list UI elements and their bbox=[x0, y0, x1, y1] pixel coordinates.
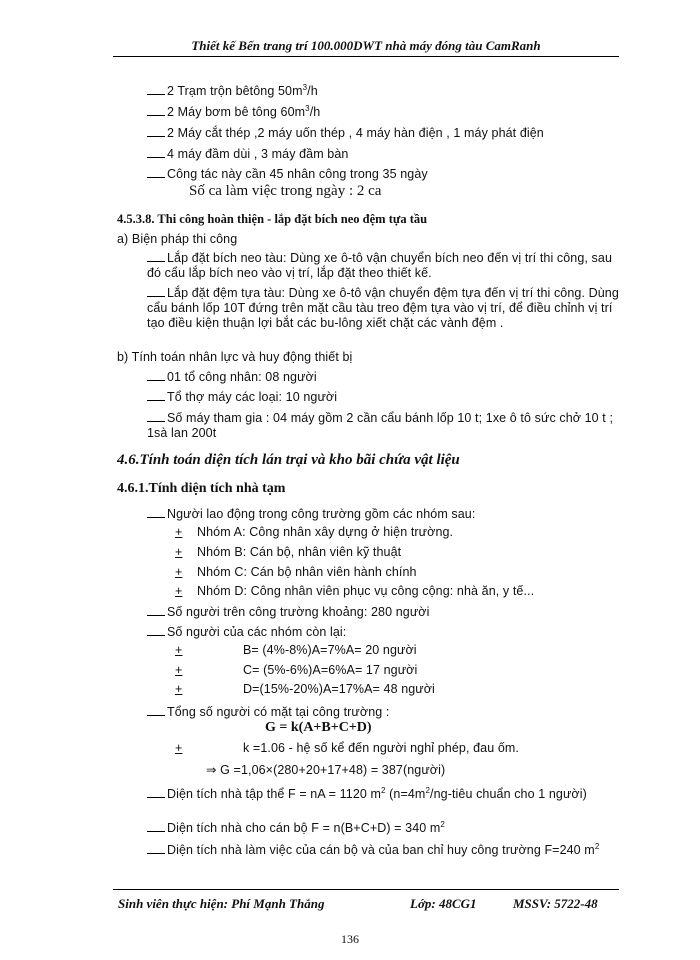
footer-class: Lớp: 48CG1 bbox=[410, 896, 477, 911]
list-item: Người lao động trong công trường gồm các nhóm sau: bbox=[147, 506, 475, 521]
section-heading: 4.6.Tính toán diện tích lán trại và kho bãi chứa vật liệu bbox=[117, 452, 460, 468]
list-item: Số người của các nhóm còn lại: bbox=[147, 624, 346, 639]
page-number: 136 bbox=[341, 932, 359, 946]
list-item: + k =1.06 - hệ số kể đến người nghỉ phép, đau ốm. bbox=[175, 741, 519, 755]
footer-mssv: MSSV: 5722-48 bbox=[513, 896, 598, 911]
header-rule bbox=[113, 56, 619, 57]
dash-bullet-icon bbox=[147, 146, 165, 158]
plus-bullet-icon: + bbox=[175, 663, 183, 677]
plus-bullet-icon: + bbox=[175, 545, 183, 559]
list-item: Số người trên công trường khoảng: 280 người bbox=[147, 604, 429, 619]
dash-bullet-icon bbox=[147, 604, 165, 616]
list-item: + B= (4%-8%)A=7%A= 20 người bbox=[175, 643, 417, 657]
page-header: Thiết kế Bến trang trí 100.000DWT nhà máy đóng tàu CamRanh bbox=[191, 38, 541, 53]
dash-bullet-icon bbox=[147, 704, 165, 716]
dash-bullet-icon bbox=[147, 410, 165, 422]
plus-bullet-icon: + bbox=[175, 643, 183, 657]
dash-bullet-icon bbox=[147, 125, 165, 137]
list-item: Lắp đặt đệm tựa tàu: Dùng xe ô-tô vận chuyển đệm tựa đến vị trí thi công. Dùng cẩu bánh lốp 10T đứng trên mặt cầu tàu treo đệm tựa vào vị trí, để điều chỉnh vị trí tạo điều kiện thuận lợi bắt các bu-lông xiết chặt các vành đệm . bbox=[147, 286, 619, 330]
formula: G = k(A+B+C+D) bbox=[265, 720, 372, 735]
subsection-label: a) Biện pháp thi công bbox=[117, 232, 238, 246]
list-item: + C= (5%-6%)A=6%A= 17 người bbox=[175, 663, 418, 677]
dash-bullet-icon bbox=[147, 250, 165, 262]
plus-bullet-icon: + bbox=[175, 584, 183, 598]
list-item: Tổ thợ máy các loại: 10 người bbox=[147, 389, 337, 404]
list-item: + Nhóm C: Cán bộ nhân viên hành chính bbox=[175, 565, 417, 579]
list-item: 2 Máy bơm bê tông $60m^3/h$ bbox=[147, 104, 320, 119]
list-item: 01 tổ công nhân: 08 người bbox=[147, 369, 317, 384]
result-line: ⇒ G =1,06×(280+20+17+48) = 387(người) bbox=[206, 763, 446, 777]
list-item: Diện tích nhà tập thể F = nA = 1120 $m^2$ ($n=4m^2/ng$-tiêu chuẩn cho 1 người) bbox=[147, 783, 623, 802]
plus-bullet-icon: + bbox=[175, 525, 183, 539]
dash-bullet-icon bbox=[147, 104, 165, 116]
dash-bullet-icon bbox=[147, 624, 165, 636]
dash-bullet-icon bbox=[147, 842, 165, 854]
plus-bullet-icon: + bbox=[175, 682, 183, 696]
dash-bullet-icon bbox=[147, 83, 165, 95]
dash-bullet-icon bbox=[147, 369, 165, 381]
dash-bullet-icon bbox=[147, 285, 165, 297]
dash-bullet-icon bbox=[147, 389, 165, 401]
list-item: 4 máy đầm dùi , 3 máy đầm bàn bbox=[147, 146, 348, 161]
list-item: Lắp đặt bích neo tàu: Dùng xe ô-tô vận chuyển bích neo đến vị trí thi công, sau đó cẩu lắp bích neo vào vị trí, lắp đặt theo thiết kế. bbox=[147, 251, 612, 280]
footer-student: Sinh viên thực hiện: Phí Mạnh Thắng bbox=[118, 896, 325, 911]
subsection-label: b) Tính toán nhân lực và huy động thiết bị bbox=[117, 350, 353, 364]
plus-bullet-icon: + bbox=[175, 741, 183, 755]
dash-bullet-icon bbox=[147, 786, 165, 798]
footer-rule bbox=[113, 889, 619, 890]
list-item: 2 Trạm trộn bêtông $50m^3/h$ bbox=[147, 83, 318, 98]
list-item: + Nhóm B: Cán bộ, nhân viên kỹ thuật bbox=[175, 545, 402, 559]
list-item: 2 Máy cắt thép ,2 máy uốn thép , 4 máy hàn điện , 1 máy phát điện bbox=[147, 125, 544, 140]
list-item: Tổng số người có mặt tại công trường : bbox=[147, 704, 389, 719]
plus-bullet-icon: + bbox=[175, 565, 183, 579]
dash-bullet-icon bbox=[147, 820, 165, 832]
section-heading: 4.6.1.Tính diện tích nhà tạm bbox=[117, 481, 286, 496]
list-item: + Nhóm A: Công nhân xây dựng ở hiện trường. bbox=[175, 525, 454, 539]
dash-bullet-icon bbox=[147, 506, 165, 518]
dash-bullet-icon bbox=[147, 166, 165, 178]
list-item: + Nhóm D: Công nhân viên phục vụ công cộng: nhà ăn, y tế... bbox=[175, 584, 535, 598]
section-heading: 4.5.3.8. Thi công hoàn thiện - lắp đặt bích neo đệm tựa tầu bbox=[117, 212, 428, 226]
list-item: Diện tích nhà cho cán bộ F = n(B+C+D) = 340 $m^2$ bbox=[147, 820, 445, 835]
shift-note: Số ca làm việc trong ngày : 2 ca bbox=[189, 183, 382, 199]
list-item: Số máy tham gia : 04 máy gồm 2 cần cẩu bánh lốp 10 t; 1xe ô tô sức chở 10 t ; 1sà lan 200t bbox=[147, 411, 614, 440]
list-item: + D=(15%-20%)A=17%A= 48 người bbox=[175, 682, 435, 696]
list-item: Công tác này cần 45 nhân công trong 35 ngày bbox=[147, 166, 428, 181]
list-item: Diện tích nhà làm việc của cán bộ và của ban chỉ huy công trường F=240 $m^2$ bbox=[147, 839, 623, 858]
